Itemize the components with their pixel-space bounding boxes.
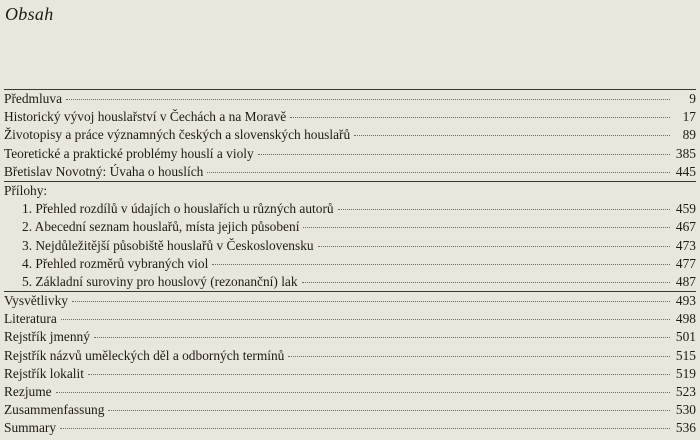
toc-entry-title: Břetislav Novotný: Úvaha o houslích bbox=[4, 163, 204, 179]
toc-entry-title: Rejstřík jmenný bbox=[4, 329, 90, 345]
toc-entry bbox=[4, 383, 696, 401]
toc-entry-page: 536 bbox=[675, 420, 696, 436]
toc-entry-page: 498 bbox=[675, 311, 696, 327]
toc-entry bbox=[4, 273, 696, 291]
leader-dots bbox=[290, 117, 670, 118]
leader-dots bbox=[60, 428, 670, 429]
toc-entry bbox=[4, 292, 696, 310]
toc-entry bbox=[4, 200, 696, 218]
leader-dots bbox=[207, 172, 670, 173]
toc-entry bbox=[4, 163, 696, 181]
toc-entry-title: Literatura bbox=[4, 311, 57, 327]
toc-entry-page: 515 bbox=[675, 347, 696, 363]
leader-dots bbox=[61, 319, 670, 320]
page-title: Obsah bbox=[5, 4, 54, 24]
toc-entry bbox=[4, 419, 696, 437]
leader-dots bbox=[56, 392, 670, 393]
leader-dots bbox=[338, 209, 670, 210]
toc-entry-title: Vysvětlivky bbox=[4, 293, 68, 309]
leader-dots bbox=[354, 135, 670, 136]
leader-dots bbox=[72, 301, 670, 302]
toc-entry-title: Rejstřík názvů uměleckých děl a odborných termínů bbox=[4, 347, 285, 363]
leader-dots bbox=[94, 337, 670, 338]
toc-entry bbox=[4, 328, 696, 346]
toc-entry-page: 523 bbox=[675, 384, 696, 399]
toc-entry-page: 467 bbox=[675, 219, 696, 235]
leader-dots bbox=[288, 356, 670, 357]
toc-entry-page: 519 bbox=[675, 365, 696, 381]
toc-entry bbox=[4, 401, 696, 419]
toc-entry-title: Rejstřík lokalit bbox=[4, 365, 84, 381]
toc-entry-title: 1. Přehled rozdílů v údajích o houslařích u různých autorů bbox=[22, 201, 334, 217]
toc-entry bbox=[4, 218, 696, 236]
toc-entry-title: 4. Přehled rozměrů vybraných viol bbox=[22, 255, 209, 271]
toc-entry-page: 9 bbox=[689, 91, 696, 106]
toc-entry-title: Předmluva bbox=[4, 91, 63, 106]
toc-entry-page: 493 bbox=[675, 293, 696, 309]
leader-dots bbox=[88, 374, 670, 375]
toc-entry-page: 501 bbox=[675, 329, 696, 345]
toc-entry-page: 473 bbox=[675, 237, 696, 253]
main-sections bbox=[4, 90, 696, 181]
toc-entry bbox=[4, 126, 696, 144]
toc-entry bbox=[4, 108, 696, 126]
toc-entry bbox=[4, 255, 696, 273]
leader-dots bbox=[318, 246, 670, 247]
toc-entry-page: 477 bbox=[675, 255, 696, 271]
toc-entry-page: 530 bbox=[675, 402, 696, 418]
leader-dots bbox=[258, 154, 670, 155]
toc-entry-title: 3. Nejdůležitější působiště houslařů v Československu bbox=[22, 237, 314, 253]
toc-entry-page: 17 bbox=[682, 109, 696, 125]
toc-entry bbox=[4, 310, 696, 328]
back-matter-sections bbox=[4, 292, 696, 438]
leader-dots bbox=[108, 410, 670, 411]
leader-dots bbox=[302, 282, 670, 283]
leader-dots bbox=[212, 264, 670, 265]
toc-entry-title: Historický vývoj houslařství v Čechách a na Moravě bbox=[4, 109, 287, 125]
toc-entry-page: 487 bbox=[675, 273, 696, 289]
toc-entry-title: Summary bbox=[4, 420, 57, 436]
leader-dots bbox=[66, 99, 670, 100]
toc-entry-title: Životopisy a práce významných českých a slovenských houslařů bbox=[4, 127, 351, 143]
toc-entry-page: 89 bbox=[682, 127, 696, 143]
toc-entry bbox=[4, 237, 696, 255]
toc-entry-title: Teoretické a praktické problémy houslí a violy bbox=[4, 145, 254, 161]
appendices-label: Přílohy: bbox=[4, 182, 48, 198]
toc-entry bbox=[4, 145, 696, 163]
toc-entry-title: 2. Abecední seznam houslařů, místa jejich působení bbox=[22, 219, 300, 235]
toc-entry-page: 459 bbox=[675, 201, 696, 217]
toc-entry-title: Rezjume bbox=[4, 384, 52, 399]
toc-entry bbox=[4, 347, 696, 365]
toc-entry bbox=[4, 365, 696, 383]
appendix-sections bbox=[4, 200, 696, 291]
toc-entry bbox=[4, 90, 696, 108]
leader-dots bbox=[303, 227, 670, 228]
toc-entry-page: 385 bbox=[675, 145, 696, 161]
table-of-contents bbox=[4, 89, 696, 438]
toc-entry-title: 5. Základní suroviny pro houslový (rezonanční) lak bbox=[22, 273, 298, 289]
toc-entry-title: Zusammenfassung bbox=[4, 402, 105, 418]
toc-entry-page: 445 bbox=[675, 163, 696, 179]
